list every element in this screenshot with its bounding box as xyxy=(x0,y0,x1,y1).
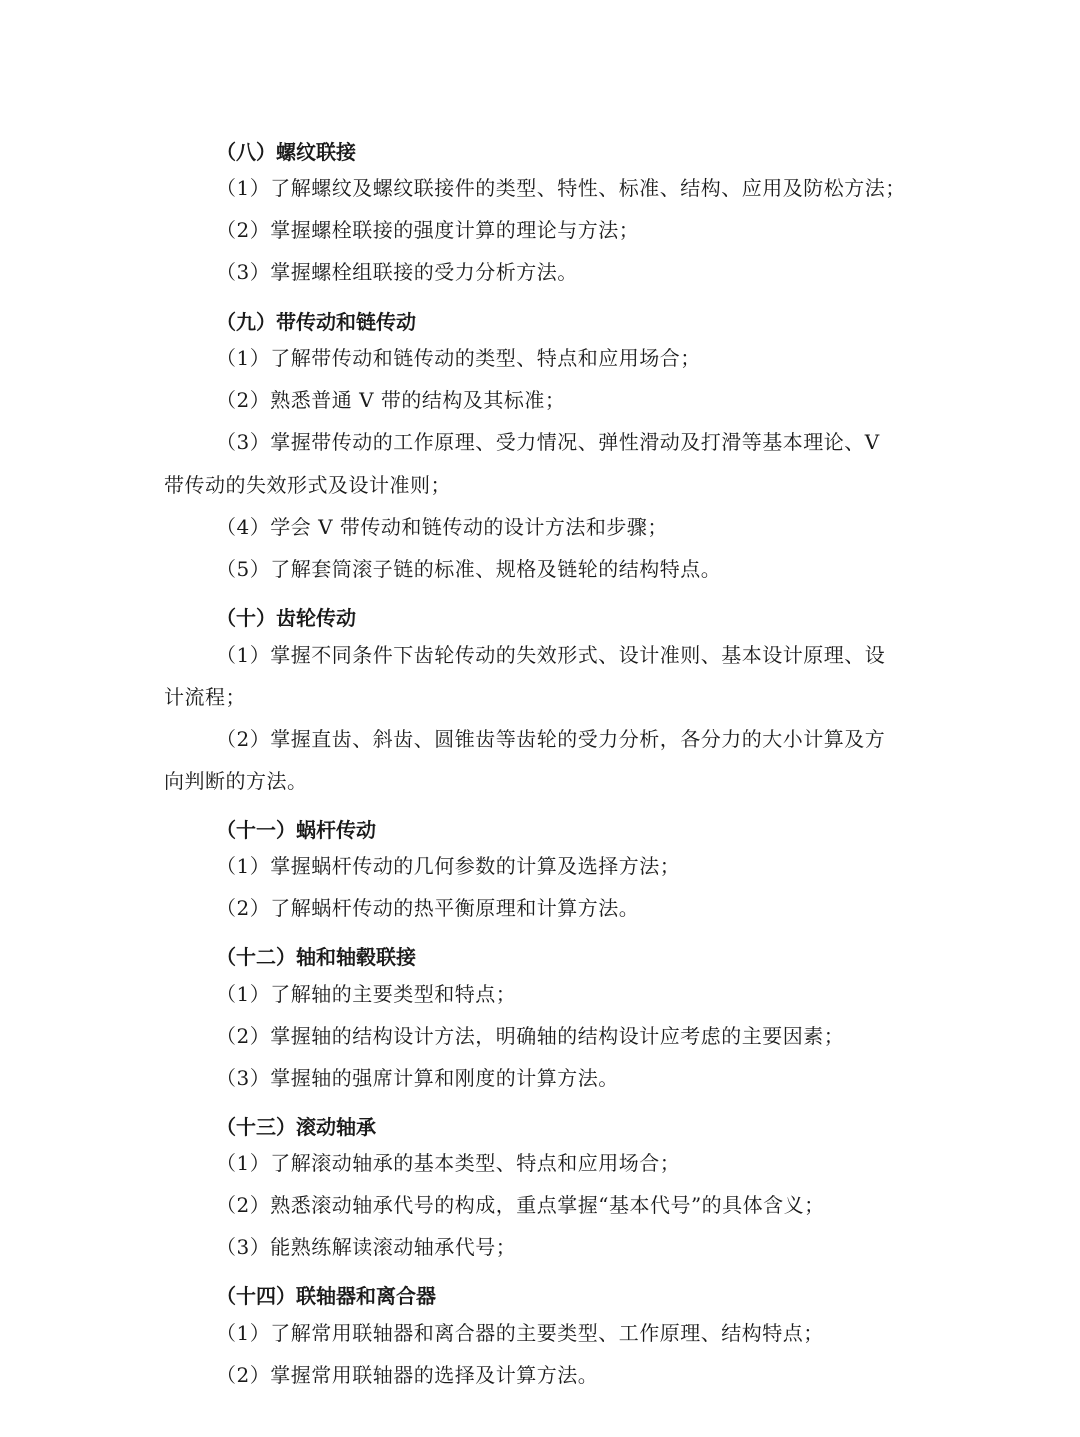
section-heading-14: （十四）联轴器和离合器 xyxy=(216,1284,436,1308)
section-10-item-1-cont: 计流程； xyxy=(164,685,246,709)
section-14-item-1: （1）了解常用联轴器和离合器的主要类型、工作原理、结构特点； xyxy=(216,1321,824,1345)
section-heading-11: （十一）蜗杆传动 xyxy=(216,818,376,842)
section-10-item-2: （2）掌握直齿、斜齿、圆锥齿等齿轮的受力分析，各分力的大小计算及方 xyxy=(216,727,886,751)
section-heading-12: （十二）轴和轴毂联接 xyxy=(216,945,416,969)
section-13-item-2: （2）熟悉滚动轴承代号的构成，重点掌握“基本代号”的具体含义； xyxy=(216,1193,825,1217)
section-12-item-3: （3）掌握轴的强席计算和刚度的计算方法。 xyxy=(216,1066,619,1090)
section-8-item-3: （3）掌握螺栓组联接的受力分析方法。 xyxy=(216,260,578,284)
section-heading-8: （八）螺纹联接 xyxy=(216,140,356,164)
section-13-item-3: （3）能熟练解读滚动轴承代号； xyxy=(216,1235,517,1259)
section-11-item-2: （2）了解蜗杆传动的热平衡原理和计算方法。 xyxy=(216,896,640,920)
section-9-item-1: （1）了解带传动和链传动的类型、特点和应用场合； xyxy=(216,346,701,370)
section-8-item-1: （1）了解螺纹及螺纹联接件的类型、特性、标准、结构、应用及防松方法； xyxy=(216,176,906,200)
section-9-item-3: （3）掌握带传动的工作原理、受力情况、弹性滑动及打滑等基本理论、V xyxy=(216,430,880,454)
section-12-item-1: （1）了解轴的主要类型和特点； xyxy=(216,982,517,1006)
section-9-item-5: （5）了解套筒滚子链的标准、规格及链轮的结构特点。 xyxy=(216,557,722,581)
section-heading-9: （九）带传动和链传动 xyxy=(216,310,416,334)
section-13-item-1: （1）了解滚动轴承的基本类型、特点和应用场合； xyxy=(216,1151,681,1175)
section-9-item-3-cont: 带传动的失效形式及设计准则； xyxy=(164,473,451,497)
section-10-item-2-cont: 向判断的方法。 xyxy=(164,769,308,793)
section-heading-13: （十三）滚动轴承 xyxy=(216,1115,376,1139)
section-8-item-2: （2）掌握螺栓联接的强度计算的理论与方法； xyxy=(216,218,640,242)
section-9-item-2: （2）熟悉普通 V 带的结构及其标准； xyxy=(216,388,566,412)
section-11-item-1: （1）掌握蜗杆传动的几何参数的计算及选择方法； xyxy=(216,854,681,878)
section-9-item-4: （4）学会 V 带传动和链传动的设计方法和步骤； xyxy=(216,515,668,539)
section-heading-10: （十）齿轮传动 xyxy=(216,606,356,630)
section-10-item-1: （1）掌握不同条件下齿轮传动的失效形式、设计准则、基本设计原理、设 xyxy=(216,643,886,667)
section-12-item-2: （2）掌握轴的结构设计方法，明确轴的结构设计应考虑的主要因素； xyxy=(216,1024,845,1048)
section-14-item-2: （2）掌握常用联轴器的选择及计算方法。 xyxy=(216,1363,599,1387)
